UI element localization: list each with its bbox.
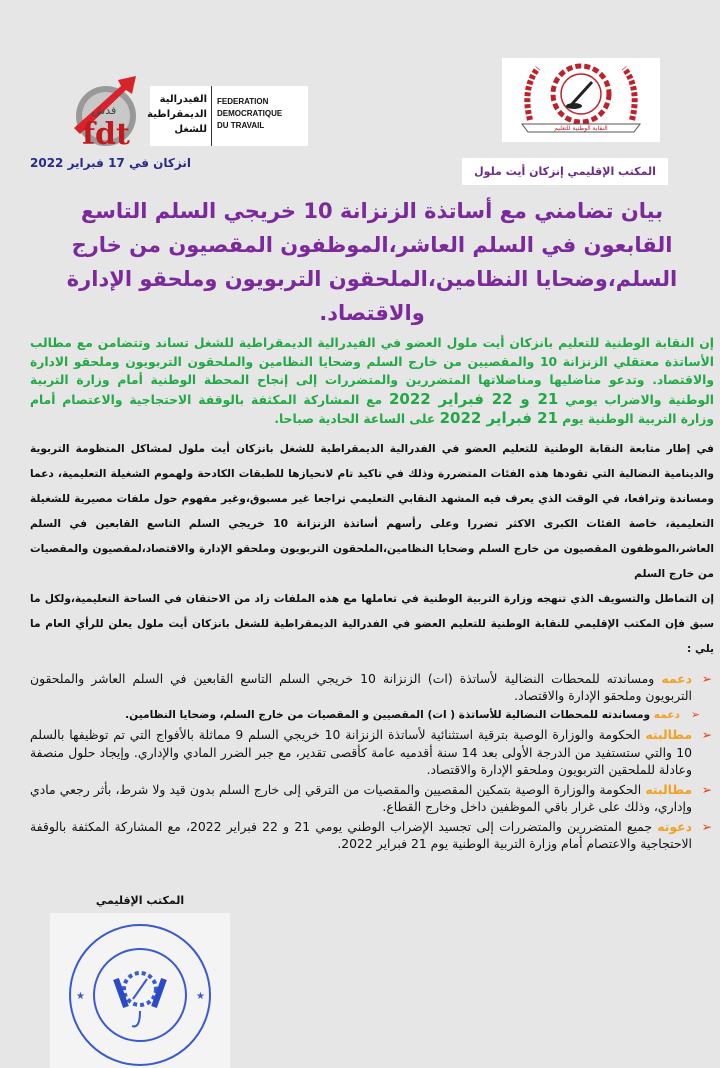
fed-ar-line: الديمقراطية [147,109,207,120]
list-item [30,707,714,725]
statement-content [30,194,714,1068]
arrow-bullet-icon: ➢ [691,708,700,721]
intro-date: 21 فبراير 2022 [439,409,559,427]
bullet-text: جميع المتضررين والمتضررات إلى تجسيد الإضراب الوطني يومي 21 و 22 فبراير 2022، مع المشاركة المكثفة بالوقفة الاحتجاجية والاعتصام أمام وزارة التربية الوطنية يوم 21 فبراير 2022. [30,818,692,851]
intro-text: إن النقابة الوطنية للتعليم بانزكان أيت ملول العضو في الفيدرالية الديمقراطية للشغل تساند وتتضامن مع مطالب الأساتذة معتقلي الزنزانة 10 والمقصيين من خارج السلم وضحايا النظامين والملحقون التربويون وملحقو الادارة والاقتصاد. [30,336,714,387]
bullet-text: ومساندته للمحطات النضالية لأساتذة (ات) الزنزانة 10 خريجي السلم التاسع القابعين في السلم العاشر والملحقون التربويون وملحقو الإدارة والاقتصاد. [30,670,692,703]
bullet-text: ومساندته للمحطات النضالية للأساتذة ( ات) المقصيين و المقصيات من خارج السلم، وضحايا النظامين. [125,708,654,721]
federation-name-french [212,86,282,146]
bullet-keyword: دعمه [653,708,680,721]
arrow-bullet-icon: ➢ [701,781,712,797]
list-item [30,781,714,816]
intro-text: مع المشاركة المكثفة بالوقفة الاحتجاجية والاعتصام أمام وزارة التربية الوطنية يوم [30,392,714,426]
bullet-keyword: دعوته [657,818,692,834]
signature-area [30,893,714,1068]
fed-ar-line: للشغل [174,124,207,135]
body-paragraph: إن التماطل والتسويف الذي تنهجه وزارة التربية الوطنية في تعاملها مع هذه الملفات زاد من الاحتقان في الساحة التعليمية،ولكل ما سبق فإن المكتب الإقليمي للنقابة الوطنية للتعليم العضو في الفدرالية الديمقراطية للشغل بانزكان أيت ملول يعلن للرأي العام ما يلي : [30,592,714,655]
bullet-keyword: دعمه [661,670,692,686]
union-logo [502,58,660,142]
bullet-keyword: مطالبته [645,781,692,797]
fed-ar-line: الفيدرالية [159,94,207,105]
signature-label: المكتب الإقليمي [95,893,185,907]
list-item [30,726,714,779]
fed-fr-line: FEDERATION [217,97,269,106]
federation-name-box [147,86,308,146]
svg-text:★: ★ [76,990,85,1002]
intro-paragraph [30,334,714,429]
svg-text:fdt: fdt [82,117,130,150]
statement-title: بيان تضامني مع أساتذة الزنزانة 10 خريجي السلم التاسع القابعون في السلم العاشر،الموظفون المقصيون من خارج السلم،وضحايا النظامين،الملحقون التربويون وملحقو الإدارة والاقتصاد. [66,199,678,325]
demands-list [30,670,714,853]
letterhead [0,0,720,194]
bullet-text: الحكومة والوزارة الوصية بترقية استثنائية لأساتذة الزنزانة 10 خريجي السلم 9 مماثلة بالأفواج التي تم توظيفها بالسلم 10 والتي ستستفيد من الدرجة الأولى بعد 14 سنة أقدميه عامة كأقصى تقدير، مع جبر الضرر المادي والإداري. وإيجاد حلول منصفة وعادلة للملحقين التربويون وملحقو الإدارة والاقتصاد. [30,727,692,777]
body-paragraph: في إطار متابعة النقابة الوطنية للتعليم العضو في الفدرالية الديمقراطية للشغل بانزكان أيت ملول لمشاكل المنظومة التربوية والدينامية النضالية التي تقودها هذه الفئات المتضررة وذلك في تاكيد تام لانحيازها للطبقات الكادحة ولهموم الشغيلة التعليمية، دعما ومساندة وترافعا، في الوقت الذي يعرف فيه المشهد النقابي التعليمي تراجعا غير مسبوق،وغير مفهوم حول ملفات مصيرية للشغيلة التعليمية، خاصة الفئات الكبرى الاكثر تضررا وعلى رأسهم أساتذة الزنزانة 10 خريجي السلم التاسع القابعين في السلم العاشر،الموظفون المقصيون من خارج السلم وضحايا النظامين،الملحقون التربويون وملحقو الإدارة والاقتصاد،لمقصيون والمقصيات من خارج السلم [30,442,714,580]
svg-text:النقابة الوطنية للتعليم: النقابة الوطنية للتعليم [554,125,608,132]
document-date: انزكان في 17 فبراير 2022 [30,156,191,170]
bullet-keyword: مطالبته [645,727,692,742]
intro-text: على الساعة الحادية صباحا. [274,412,440,426]
regional-office-label: المكتب الإقليمي إنزكان أيت ملول [462,158,668,185]
arrow-bullet-icon: ➢ [701,818,712,834]
svg-text:★: ★ [196,990,205,1002]
svg-text:فدش: فدش [91,104,117,117]
arrow-bullet-icon: ➢ [701,670,712,686]
list-item [30,670,714,705]
union-stamp [50,913,230,1068]
fed-fr-line: DEMOCRATIQUE [217,109,283,118]
intro-text: وتدعو مناضليها ومناضلاتها المتضررين والمتضررات إلى إنجاح المحطة الوطنية أمام وزارة التربية الوطنية والاضراب يومي [30,373,714,407]
federation-name-arabic [147,86,212,146]
body-paragraphs [30,437,714,662]
fed-fr-line: DU TRAVAIL [217,121,265,130]
bullet-text: الحكومة والوزارة الوصية بتمكين المقصيين والمقصيات من الترقي إلى خارج السلم بدون قيد ولا شرط، بأثر رجعي مادي وإداري، وذلك على غرار باقي الموظفين داخل وخارج القطاع. [30,781,692,814]
fdt-logo [66,68,148,150]
list-item [30,818,714,853]
arrow-bullet-icon: ➢ [701,727,712,742]
intro-date: 21 و 22 فبراير 2022 [389,389,559,408]
